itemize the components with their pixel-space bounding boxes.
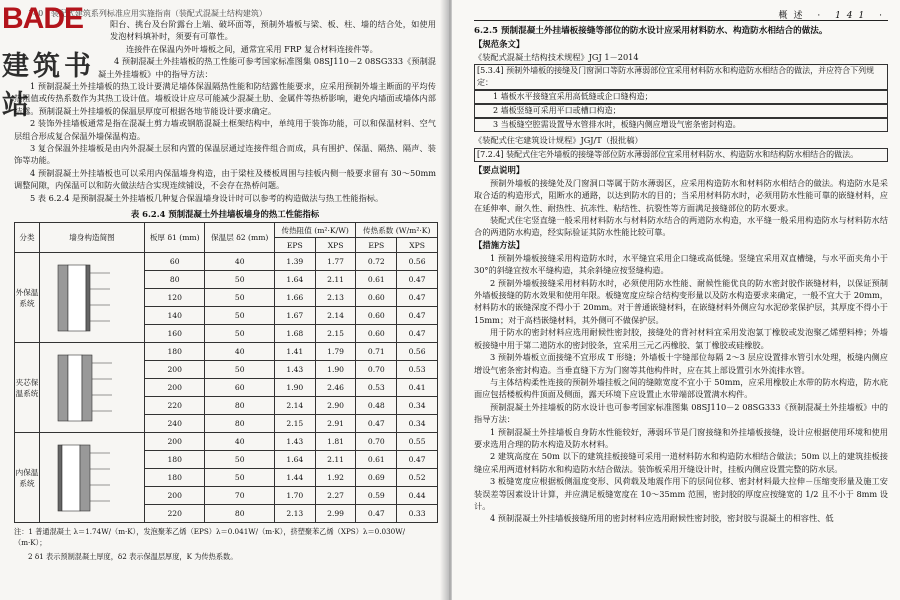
wall-section-diagram (40, 433, 145, 523)
table-cell: 50 (205, 307, 275, 325)
table-cell: 60 (145, 253, 205, 271)
logo-chinese: 建筑书站 (2, 51, 95, 121)
table-cell: 0.60 (356, 307, 397, 325)
table-cell: 140 (145, 307, 205, 325)
table-cell: 0.71 (356, 343, 397, 361)
table-cell: 0.47 (397, 271, 438, 289)
clause-text: [7.2.4] 装配式住宅外墙板的接缝等部位防水薄弱部位宜采用材料防水、构造防水和结构防水相结合的做法。 (474, 148, 888, 162)
left-paragraph: 4 预制混凝土外挂墙板的热工性能可参考国家标准图集 08SJ110－2 08SG333《预制混凝土外挂墙板》中的指导方法： (98, 56, 436, 79)
table-cell: 40 (205, 343, 275, 361)
page-number: 141 (835, 11, 871, 21)
table-cell: 0.33 (397, 505, 438, 523)
explain-paragraph: 装配式住宅竖直缝一般采用材料防水与材料防水结合的两道防水构造，水平缝一般采用构造防水与材料防水结合的两道防水构造，经实际验证其防水性能比较可靠。 (474, 215, 888, 238)
right-page (452, 0, 900, 600)
clause-block (474, 148, 888, 162)
table-cell: 1.43 (274, 361, 315, 379)
wall-layer (86, 265, 90, 331)
table-cell: 80 (205, 505, 275, 523)
table-cell: 2.15 (274, 415, 315, 433)
left-paragraph: 阳台、挑台及台阶露台上端、破坏面等，预制外墙板与梁、板、柱、墙的结合处，如使用发泡材料填补时，须要有可靠性。 (110, 19, 436, 42)
table-header-row (15, 223, 438, 238)
table-cell: 0.53 (356, 379, 397, 397)
table-cell: 240 (145, 415, 205, 433)
table-cell: 0.61 (356, 451, 397, 469)
col-header-category: 分类 (15, 223, 40, 253)
table-cell: 0.70 (356, 433, 397, 451)
col-header-eps: EPS (356, 238, 397, 253)
table-cell: 2.11 (315, 271, 356, 289)
table-cell: 50 (205, 361, 275, 379)
wall-section-icon (40, 259, 136, 337)
left-paragraph: 4 预制混凝土外挂墙板也可以采用内保温墙身构造，由于梁柱及楼板周围与挂板内侧一般要求留有 30～50mm 调整间隙，内保温可以和防火做法结合实现连续铺设，不会存在热桥问题。 (14, 167, 436, 191)
table-cell: 80 (145, 271, 205, 289)
spec-source: 《装配式混凝土结构技术规程》JGJ 1－2014 (474, 52, 639, 62)
col-header-xps: XPS (315, 238, 356, 253)
table-cell: 0.47 (356, 415, 397, 433)
wall-layer (58, 445, 62, 511)
spec-heading: 【规范条文】 (474, 39, 525, 49)
table-cell: 180 (145, 469, 205, 487)
col-header-insulation: 保温层 δ2 (mm) (205, 223, 275, 253)
col-header-xps: XPS (397, 238, 438, 253)
table-cell: 1.64 (274, 451, 315, 469)
table-cell: 2.15 (315, 325, 356, 343)
table-cell: 200 (145, 361, 205, 379)
wall-section-diagram (40, 343, 145, 433)
measures-paragraph: 3 预制外墙板立面接缝不宜形成 T 形缝；外墙板十字缝部位每隔 2～3 层应设置排水管引水处理，板缝内侧应增设气密条密封构造。当垂直缝下方为门窗等其他构件时，应在其上部设置引水外流排水管。 (474, 352, 888, 375)
explain-heading: 【要点说明】 (474, 164, 525, 175)
table-cell: 0.41 (397, 379, 438, 397)
table-cell: 2.14 (274, 397, 315, 415)
table-cell: 70 (205, 487, 275, 505)
table-cell: 0.47 (397, 451, 438, 469)
table-cell: 1.79 (315, 343, 356, 361)
col-header-diagram: 墙身构造简图 (40, 223, 145, 253)
group-label: 夹芯保温系统 (15, 343, 40, 433)
table-cell: 200 (145, 433, 205, 451)
table-cell: 80 (205, 415, 275, 433)
measures-paragraph: 与主体结构柔性连接的预制外墙挂板之间的缝隙宽度不宜小于 50mm，应采用橡胶止水带的防水构造，防水庇面应包括楼板构件顶面及侧面，露天环境下应设置止水带端部设置满水构件。 (474, 376, 888, 400)
measures-paragraph: 4 预制混凝土外挂墙板接缝所用的密封材料应选用耐候性密封胶，密封胶与混凝土的相容性、低 (490, 513, 834, 524)
measures-paragraph: 2 预制外墙板接缝采用材料防水时，必须使用防水性能、耐候性能优良的防水密封胶作嵌缝材料，以保证预制外墙板接缝的防水效果和使用年限。板缝宽度应综合结构变形量以及防水构造要求来确定，一般不宜大于 20mm，材料防水的嵌缝深度不得小于 20mm。对于普通嵌缝材料，在嵌缝材料外侧应勾水泥砂浆保护层，其厚度不得小于 15mm；对于高档嵌缝材料，其外侧可不做保护层。 (474, 277, 888, 325)
wall-section-diagram (40, 253, 145, 343)
table-cell: 2.11 (315, 451, 356, 469)
table-cell: 2.14 (315, 307, 356, 325)
left-paragraph: 3 复合保温外挂墙板是由内外混凝土层和内置的保温层通过连接件组合而成，具有围护、保温、隔热、隔声、装饰等功能。 (14, 143, 436, 166)
table-cell: 0.70 (356, 361, 397, 379)
header-label-group: 概述 · 141 · (778, 11, 888, 21)
table-row (15, 433, 438, 451)
measures-paragraph: 3 板缝宽度应根据板侧温度变形、风荷载及地震作用下的层间位移、密封材料最大拉伸－压缩变形量及施工安装误差等因素设计计算，并应满足板缝宽度在 10～35mm 范围，密封胶的厚度应按缝宽的 1/2 且不小于 8mm 设计。 (474, 476, 888, 511)
col-header-coefficient: 传热系数 (W/m²·K) (356, 223, 438, 238)
clause-block (474, 64, 888, 132)
group-label: 内保温系统 (15, 433, 40, 523)
table-cell: 50 (205, 289, 275, 307)
table-cell: 0.34 (397, 397, 438, 415)
table-cell: 0.56 (397, 253, 438, 271)
table-title: 表 6.2.4 预制混凝土外挂墙板墙身的热工性能指标 (130, 209, 320, 220)
col-header-thickness: 板厚 δ1 (mm) (145, 223, 205, 253)
table-cell: 0.60 (356, 289, 397, 307)
table-cell: 0.56 (397, 343, 438, 361)
table-cell: 1.77 (315, 253, 356, 271)
table-cell: 0.59 (356, 487, 397, 505)
table-cell: 0.48 (356, 397, 397, 415)
table-cell: 2.90 (315, 397, 356, 415)
table-cell: 1.90 (274, 379, 315, 397)
wall-layer (82, 355, 92, 421)
table-cell: 40 (205, 253, 275, 271)
clause-item: 2 墙板竖缝可采用平口或槽口构造； (474, 104, 888, 118)
wall-layer (68, 265, 86, 331)
table-cell: 0.69 (356, 469, 397, 487)
table-cell: 50 (205, 325, 275, 343)
watermark-logo (0, 0, 112, 121)
measures-paragraph: 2 建筑高度在 50m 以下的建筑挂板接缝可采用一道材料防水和构造防水相结合做法；50m 以上的建筑挂板接缝应采用两道材料防水和构造防水结合做法。装饰板采用开缝设计时，挂板内侧应设置完整的防水层。 (474, 451, 888, 474)
table-row (15, 343, 438, 361)
measures-paragraph: 1 预制外墙板接缝采用构造防水时，水平缝宜采用企口缝或高低缝。竖缝宜采用双直槽缝，与水平面夹角小于 30°的斜缝宜按水平缝构造，其余斜缝应按竖缝构造。 (474, 252, 888, 276)
left-paragraph: 2 装饰外挂墙板通常是指在混凝土剪力墙或钢筋混凝土框架结构中，单纯用于装饰功能，可以和保温材料、空气层组合形成复合保温外墙保温构造。 (14, 118, 436, 141)
table-cell: 2.91 (315, 415, 356, 433)
table-cell: 1.64 (274, 271, 315, 289)
table-cell: 50 (205, 469, 275, 487)
table-cell: 0.47 (397, 307, 438, 325)
table-cell: 1.43 (274, 433, 315, 451)
table-cell: 0.60 (356, 325, 397, 343)
table-cell: 1.66 (274, 289, 315, 307)
table-cell: 1.39 (274, 253, 315, 271)
table-note: 2 δ1 表示预制混凝土厚度，δ2 表示保温层厚度，K 为传热系数。 (28, 552, 238, 562)
table-cell: 2.46 (315, 379, 356, 397)
logo-wordmark: BADE (2, 2, 84, 35)
table-cell: 180 (145, 343, 205, 361)
thermal-table (14, 222, 438, 523)
col-header-resistance: 传热阻值 (m²·K/W) (274, 223, 356, 238)
table-cell: 180 (145, 451, 205, 469)
table-cell: 0.34 (397, 415, 438, 433)
table-cell: 200 (145, 487, 205, 505)
table-cell: 40 (205, 433, 275, 451)
table-note: 注：1 普通混凝土 λ＝1.74W/（m·K），发泡聚苯乙烯（EPS）λ＝0.041W/（m·K），挤塑聚苯乙烯（XPS）λ＝0.030W/（m·K）； (14, 527, 406, 548)
explain-paragraph: 预制外墙板的接缝处及门窗洞口等属于防水薄弱区，应采用构造防水和材料防水相结合的做法。构造防水是采取合适的构造形式，阻断水的通路，以达到防水的目的；当采用材料防水时，必须用防水性能可靠的嵌缝材料，应在延伸率、耐久性、耐热性、抗冻性、粘结性、抗裂性等方面满足接缝部位的防水要求。 (474, 177, 888, 213)
clause-item: 1 墙板水平接缝宜采用高低缝或企口缝构造； (474, 90, 888, 104)
table-body (15, 253, 438, 523)
wall-layer (62, 445, 80, 511)
left-paragraph: 5 表 6.2.4 是预制混凝土外挂墙板几种复合保温墙身设计时可以参考的构造做法与热工性能指标。 (30, 192, 384, 203)
table-cell: 120 (145, 289, 205, 307)
wall-layer (58, 355, 68, 421)
table-cell: 1.68 (274, 325, 315, 343)
header-chapter-label: 概述 (778, 11, 809, 21)
measures-heading: 【措施方法】 (474, 239, 525, 250)
section-title: 6.2.5 预制混凝土外挂墙板接缝等部位的防水设计应采用材料防水、构造防水相结合的做法。 (474, 26, 828, 36)
table-row (15, 253, 438, 271)
table-cell: 1.67 (274, 307, 315, 325)
left-paragraph: 连接件在保温内外叶墙板之间，通常宜采用 FRP 复合材料连接件等。 (126, 43, 378, 54)
measures-paragraph: 1 预制混凝土外挂墙板自身防水性能较好，薄弱环节是门窗接缝和外挂墙板接缝，设计应根据使用环境和使用要求选用合理的防水构造及防水材料。 (474, 426, 888, 449)
group-label: 外保温系统 (15, 253, 40, 343)
col-header-eps: EPS (274, 238, 315, 253)
table-cell: 0.61 (356, 271, 397, 289)
table-cell: 1.81 (315, 433, 356, 451)
spec-source: 《装配式住宅建筑设计规程》JGJ/T（报批稿） (474, 135, 643, 146)
left-paragraph: 1 预制混凝土外挂墙板的热工设计要满足墙体保温隔热性能和防结露性能要求，应采用预制外墙主断面的平均传热阻值或传热系数作为其热工设计值。墙板设计应尽可能减少混凝土肋、金属件等热桥影响，避免内墙面或墙体内部结露。预制混凝土外挂墙板的保温层厚度可根据各地节能设计要求确定。 (14, 81, 436, 116)
left-page-header: 140 · 装配式建筑系列标准应用实施指南（装配式混凝土结构建筑） (28, 9, 267, 18)
table-cell: 80 (205, 397, 275, 415)
clause-item: 3 当板缝空腔需设置导水管排水时，板缝内侧应增设气密条密封构造。 (474, 118, 888, 132)
table-cell: 0.52 (397, 469, 438, 487)
table-cell: 1.70 (274, 487, 315, 505)
table-cell: 1.90 (315, 361, 356, 379)
table-cell: 2.27 (315, 487, 356, 505)
table-cell: 0.44 (397, 487, 438, 505)
table-cell: 0.72 (356, 253, 397, 271)
table-cell: 0.53 (397, 361, 438, 379)
wall-section-icon (40, 349, 136, 427)
table-cell: 0.47 (397, 289, 438, 307)
right-page-header (474, 8, 888, 21)
table-cell: 2.13 (274, 505, 315, 523)
wall-layer (58, 265, 68, 331)
table-cell: 1.92 (315, 469, 356, 487)
wall-layer (68, 355, 82, 421)
table-cell: 2.99 (315, 505, 356, 523)
table-cell: 220 (145, 397, 205, 415)
table-cell: 200 (145, 379, 205, 397)
table-cell: 0.55 (397, 433, 438, 451)
table-cell: 220 (145, 505, 205, 523)
table-cell: 1.41 (274, 343, 315, 361)
table-cell: 160 (145, 325, 205, 343)
left-page (0, 0, 448, 600)
table-cell: 50 (205, 271, 275, 289)
measures-paragraph: 预制混凝土外挂墙板的防水设计也可参考国家标准图集 08SJ110－2 08SG333《预制混凝土外挂墙板》中的指导方法： (474, 401, 888, 425)
clause-text: [5.3.4] 预制外墙板的接缝及门窗洞口等防水薄弱部位宜采用材料防水和构造防水相结合的做法，并应符合下列规定： (474, 64, 888, 90)
measures-paragraph: 用于防水的密封材料应选用耐候性密封胶，接缝处的背衬材料宜采用发泡氯丁橡胶或发泡聚乙烯塑料棒；外墙板接缝中用于第二道防水的密封胶条，宜采用三元乙丙橡胶、氯丁橡胶或硅橡胶。 (474, 327, 888, 350)
table-cell: 2.13 (315, 289, 356, 307)
wall-layer (80, 445, 90, 511)
table-cell: 1.44 (274, 469, 315, 487)
table-cell: 60 (205, 379, 275, 397)
table-cell: 50 (205, 451, 275, 469)
table-cell: 0.47 (356, 505, 397, 523)
table-cell: 0.47 (397, 325, 438, 343)
wall-section-icon (40, 439, 136, 517)
